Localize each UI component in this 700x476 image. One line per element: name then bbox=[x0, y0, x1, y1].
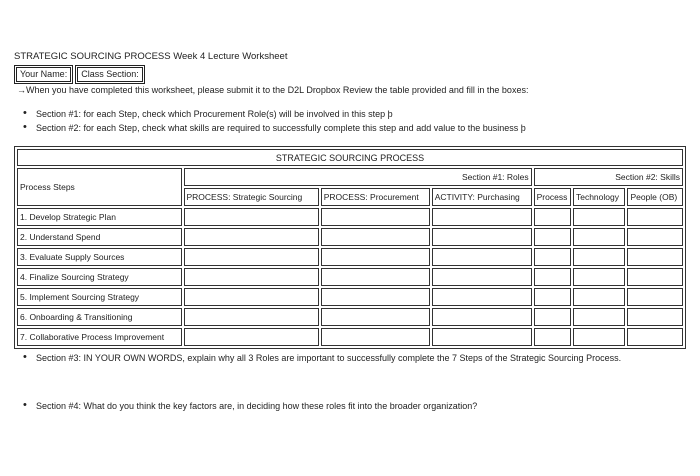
process-step-label: 5. Implement Sourcing Strategy bbox=[17, 288, 182, 306]
process-step-label: 1. Develop Strategic Plan bbox=[17, 208, 182, 226]
section-2-skills-header: Section #2: Skills bbox=[534, 168, 683, 186]
table-row bbox=[17, 248, 683, 266]
your-name-field[interactable]: Your Name: bbox=[14, 65, 73, 84]
check-cell[interactable] bbox=[432, 328, 532, 346]
check-cell[interactable] bbox=[573, 228, 625, 246]
check-cell[interactable] bbox=[534, 268, 571, 286]
check-cell[interactable] bbox=[432, 208, 532, 226]
column-header: ACTIVITY: Purchasing bbox=[432, 188, 532, 206]
column-header: Process bbox=[534, 188, 571, 206]
check-cell[interactable] bbox=[534, 208, 571, 226]
check-cell[interactable] bbox=[627, 248, 683, 266]
bullet-section-3-text: Section #3: IN YOUR OWN WORDS, explain why all 3 Roles are important to successfully complete the 7 Steps of the Strategic Sourcing Process. bbox=[36, 353, 622, 363]
check-cell[interactable] bbox=[627, 308, 683, 326]
check-cell[interactable] bbox=[184, 208, 319, 226]
table-row bbox=[17, 288, 683, 306]
process-step-label: 6. Onboarding & Transitioning bbox=[17, 308, 182, 326]
check-cell[interactable] bbox=[432, 308, 532, 326]
process-step-label: 7. Collaborative Process Improvement bbox=[17, 328, 182, 346]
column-header: Technology bbox=[573, 188, 625, 206]
process-step-label: 3. Evaluate Supply Sources bbox=[17, 248, 182, 266]
name-section-box bbox=[14, 65, 145, 84]
bullet-section-2-text: Section #2: for each Step, check what skills are required to successfully complete this step and add value to the business þ bbox=[36, 123, 526, 133]
check-cell[interactable] bbox=[573, 328, 625, 346]
check-cell[interactable] bbox=[627, 268, 683, 286]
intro-instructions: →When you have completed this worksheet, please submit it to the D2L Dropbox Review the table provided and fill in the boxes: bbox=[17, 85, 529, 95]
bullet-section-4-text: Section #4: What do you think the key factors are, in deciding how these roles fit into the broader organization? bbox=[36, 401, 478, 411]
check-cell[interactable] bbox=[573, 268, 625, 286]
column-header: PROCESS: Strategic Sourcing bbox=[184, 188, 319, 206]
check-cell[interactable] bbox=[432, 268, 532, 286]
check-cell[interactable] bbox=[534, 288, 571, 306]
check-cell[interactable] bbox=[321, 248, 430, 266]
check-cell[interactable] bbox=[627, 328, 683, 346]
check-cell[interactable] bbox=[321, 208, 430, 226]
check-cell[interactable] bbox=[573, 288, 625, 306]
sourcing-process-table bbox=[14, 146, 686, 349]
table-row bbox=[17, 268, 683, 286]
check-cell[interactable] bbox=[627, 208, 683, 226]
table-row bbox=[17, 328, 683, 346]
check-cell[interactable] bbox=[184, 268, 319, 286]
check-cell[interactable] bbox=[534, 308, 571, 326]
check-cell[interactable] bbox=[184, 288, 319, 306]
bullet-section-1-text: Section #1: for each Step, check which Procurement Role(s) will be involved in this step þ bbox=[36, 109, 393, 119]
column-header: People (OB) bbox=[627, 188, 683, 206]
check-cell[interactable] bbox=[184, 308, 319, 326]
bullet-section-3 bbox=[26, 353, 621, 363]
check-cell[interactable] bbox=[321, 308, 430, 326]
check-cell[interactable] bbox=[573, 248, 625, 266]
check-cell[interactable] bbox=[534, 328, 571, 346]
check-cell[interactable] bbox=[184, 248, 319, 266]
bullet-section-2 bbox=[26, 123, 526, 133]
check-cell[interactable] bbox=[321, 328, 430, 346]
check-cell[interactable] bbox=[432, 248, 532, 266]
class-section-field[interactable]: Class Section: bbox=[75, 65, 145, 84]
process-steps-header: Process Steps bbox=[17, 168, 182, 206]
section-1-roles-header: Section #1: Roles bbox=[184, 168, 532, 186]
process-step-label: 4. Finalize Sourcing Strategy bbox=[17, 268, 182, 286]
check-cell[interactable] bbox=[573, 308, 625, 326]
check-cell[interactable] bbox=[321, 268, 430, 286]
check-cell[interactable] bbox=[627, 228, 683, 246]
column-header: PROCESS: Procurement bbox=[321, 188, 430, 206]
check-cell[interactable] bbox=[573, 208, 625, 226]
check-cell[interactable] bbox=[321, 228, 430, 246]
check-cell[interactable] bbox=[184, 328, 319, 346]
bullet-section-4 bbox=[26, 401, 477, 411]
bullet-section-1 bbox=[26, 109, 393, 119]
check-cell[interactable] bbox=[627, 288, 683, 306]
table-row bbox=[17, 308, 683, 326]
check-cell[interactable] bbox=[432, 288, 532, 306]
table-row bbox=[17, 208, 683, 226]
worksheet-title: STRATEGIC SOURCING PROCESS Week 4 Lecture Worksheet bbox=[14, 51, 288, 62]
check-cell[interactable] bbox=[432, 228, 532, 246]
check-cell[interactable] bbox=[534, 228, 571, 246]
table-row bbox=[17, 228, 683, 246]
check-cell[interactable] bbox=[321, 288, 430, 306]
process-step-label: 2. Understand Spend bbox=[17, 228, 182, 246]
check-cell[interactable] bbox=[184, 228, 319, 246]
check-cell[interactable] bbox=[534, 248, 571, 266]
table-caption: STRATEGIC SOURCING PROCESS bbox=[17, 149, 683, 166]
